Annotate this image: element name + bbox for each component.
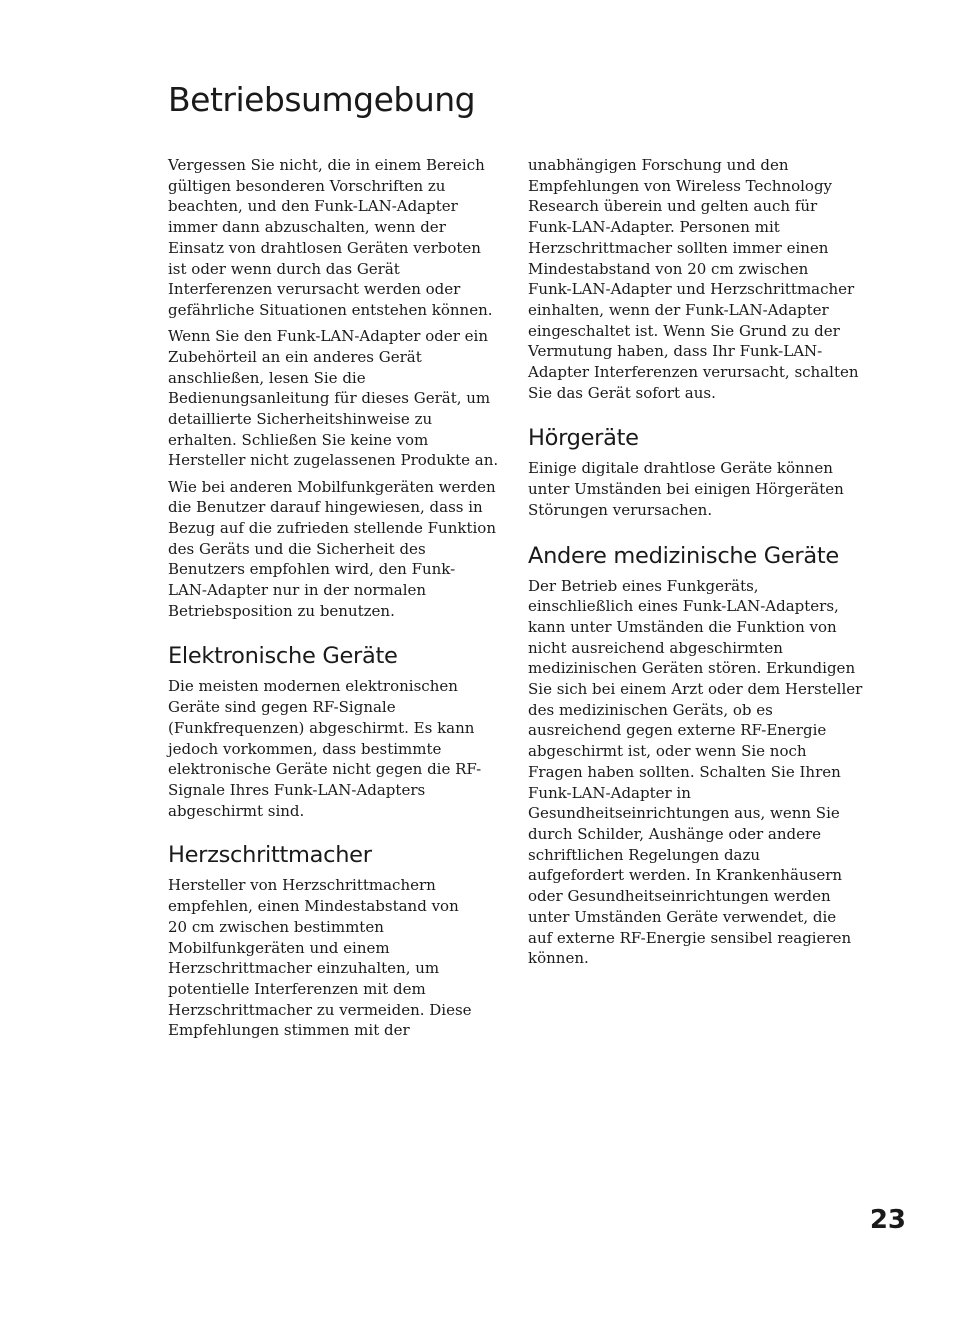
elektronische-geraete-paragraph (168, 676, 498, 821)
text-line: abgeschirmt sind. (168, 801, 305, 820)
text-line: Fragen haben sollten. Schalten Sie Ihren (528, 762, 841, 781)
text-line: einhalten, wenn der Funk-LAN-Adapter (528, 300, 829, 319)
text-line: Bedienungsanleitung für dieses Gerät, um (168, 389, 491, 408)
text-line: Funk-LAN-Adapter und Herzschrittmacher (528, 280, 855, 299)
text-line: Funk-LAN-Adapter in (528, 783, 691, 802)
text-line: Die meisten modernen elektronischen (168, 677, 458, 696)
text-line: Sie sich bei einem Arzt oder dem Hersteller (528, 680, 863, 699)
text-line: unter Umständen bei einigen Hörgeräten (528, 480, 844, 499)
text-line: anschließen, lesen Sie die (168, 368, 366, 387)
heading-hoergeraete: Hörgeräte (528, 425, 639, 452)
text-line: aufgefordert werden. In Krankenhäusern (528, 866, 843, 885)
text-line: Herzschrittmacher einzuhalten, um (168, 959, 440, 978)
text-line: oder Gesundheitseinrichtungen werden (528, 887, 831, 906)
text-line: Wenn Sie den Funk-LAN-Adapter oder ein (168, 327, 489, 346)
text-line: Einsatz von drahtlosen Geräten verboten (168, 238, 481, 257)
text-line: detaillierte Sicherheitshinweise zu (168, 409, 433, 428)
text-line: Störungen verursachen. (528, 500, 713, 519)
text-line: empfehlen, einen Mindestabstand von (168, 897, 459, 916)
andere-medizinische-geraete-paragraph (528, 576, 863, 969)
text-line: Funk-LAN-Adapter. Personen mit (528, 218, 780, 237)
text-line: 20 cm zwischen bestimmten (168, 917, 384, 936)
right-column (528, 155, 863, 974)
text-line: Interferenzen verursacht werden oder (168, 280, 461, 299)
text-line: Adapter Interferenzen verursacht, schalten (528, 363, 859, 382)
heading-andere-medizinische-geraete: Andere medizinische Geräte (528, 542, 839, 569)
text-line: Sie das Gerät sofort aus. (528, 383, 716, 402)
text-line: können. (528, 949, 589, 968)
text-line: abgeschirmt ist, oder wenn Sie noch (528, 742, 807, 761)
text-line: Vergessen Sie nicht, die in einem Bereich (168, 156, 485, 174)
text-line: des medizinischen Geräts, ob es (528, 700, 773, 719)
text-line: die Benutzer darauf hingewiesen, dass in (168, 498, 483, 517)
text-line: unter Umständen Geräte verwendet, die (528, 907, 837, 926)
text-line: Hersteller nicht zugelassenen Produkte an. (168, 451, 499, 470)
text-line: Empfehlungen von Wireless Technology (528, 176, 833, 195)
text-line: Betriebsposition zu benutzen. (168, 601, 395, 620)
text-line: Herzschrittmacher zu vermeiden. Diese (168, 1000, 472, 1019)
text-line: durch Schilder, Aushänge oder andere (528, 824, 822, 843)
text-line: unabhängigen Forschung und den (528, 156, 789, 174)
text-line: Herzschrittmacher sollten immer einen (528, 238, 829, 257)
text-line: beachten, und den Funk-LAN-Adapter (168, 197, 458, 216)
text-line: nicht ausreichend abgeschirmten (528, 638, 783, 657)
text-line: Benutzers empfohlen wird, den Funk- (168, 560, 456, 579)
page-number: 23 (869, 1205, 906, 1235)
heading-elektronische-geraete: Elektronische Geräte (168, 643, 398, 670)
text-line: Zubehörteil an ein anderes Gerät (168, 347, 422, 366)
text-line: gefährliche Situationen entstehen können. (168, 300, 493, 319)
text-line: Hersteller von Herzschrittmachern (168, 876, 436, 895)
intro-paragraph-3 (168, 477, 498, 622)
text-line: ausreichend gegen externe RF-Energie (528, 721, 827, 740)
page-title: Betriebsumgebung (168, 80, 476, 119)
text-line: potentielle Interferenzen mit dem (168, 979, 426, 998)
text-line: Geräte sind gegen RF-Signale (168, 698, 396, 717)
text-line: auf externe RF-Energie sensibel reagieren (528, 928, 852, 947)
text-line: gültigen besonderen Vorschriften zu (168, 176, 446, 195)
intro-paragraph-1 (168, 155, 498, 321)
text-line: medizinischen Geräten stören. Erkundigen (528, 659, 856, 678)
intro-paragraph-2 (168, 326, 498, 471)
text-line: erhalten. Schließen Sie keine vom (168, 430, 429, 449)
herzschrittmacher-continuation-paragraph (528, 155, 858, 403)
text-line: Empfehlungen stimmen mit der (168, 1021, 410, 1040)
text-line: schriftlichen Regelungen dazu (528, 845, 761, 864)
text-line: einschließlich eines Funk-LAN-Adapters, (528, 597, 839, 616)
text-line: Research überein und gelten auch für (528, 197, 818, 216)
text-line: immer dann abzuschalten, wenn der (168, 218, 446, 237)
text-line: LAN-Adapter nur in der normalen (168, 581, 427, 600)
text-line: Gesundheitseinrichtungen aus, wenn Sie (528, 804, 840, 823)
text-line: Der Betrieb eines Funkgeräts, (528, 576, 759, 595)
text-line: elektronische Geräte nicht gegen die RF- (168, 760, 482, 779)
text-line: kann unter Umständen die Funktion von (528, 617, 837, 636)
text-line: Mindestabstand von 20 cm zwischen (528, 259, 809, 278)
text-line: (Funkfrequenzen) abgeschirmt. Es kann (168, 718, 475, 737)
heading-herzschrittmacher: Herzschrittmacher (168, 842, 372, 869)
text-line: des Geräts und die Sicherheit des (168, 539, 426, 558)
text-line: Vermutung haben, dass Ihr Funk-LAN- (528, 342, 823, 361)
herzschrittmacher-paragraph (168, 875, 498, 1041)
text-line: Bezug auf die zufrieden stellende Funktion (168, 518, 496, 537)
text-line: Signale Ihres Funk-LAN-Adapters (168, 780, 426, 799)
hoergeraete-paragraph (528, 458, 858, 520)
text-line: eingeschaltet ist. Wenn Sie Grund zu der (528, 321, 840, 340)
text-line: Einige digitale drahtlose Geräte können (528, 459, 833, 478)
text-line: Mobilfunkgeräten und einem (168, 938, 390, 957)
text-line: jedoch vorkommen, dass bestimmte (168, 739, 442, 758)
text-line: ist oder wenn durch das Gerät (168, 259, 400, 278)
left-column (168, 155, 498, 1047)
text-line: Wie bei anderen Mobilfunkgeräten werden (168, 477, 496, 496)
